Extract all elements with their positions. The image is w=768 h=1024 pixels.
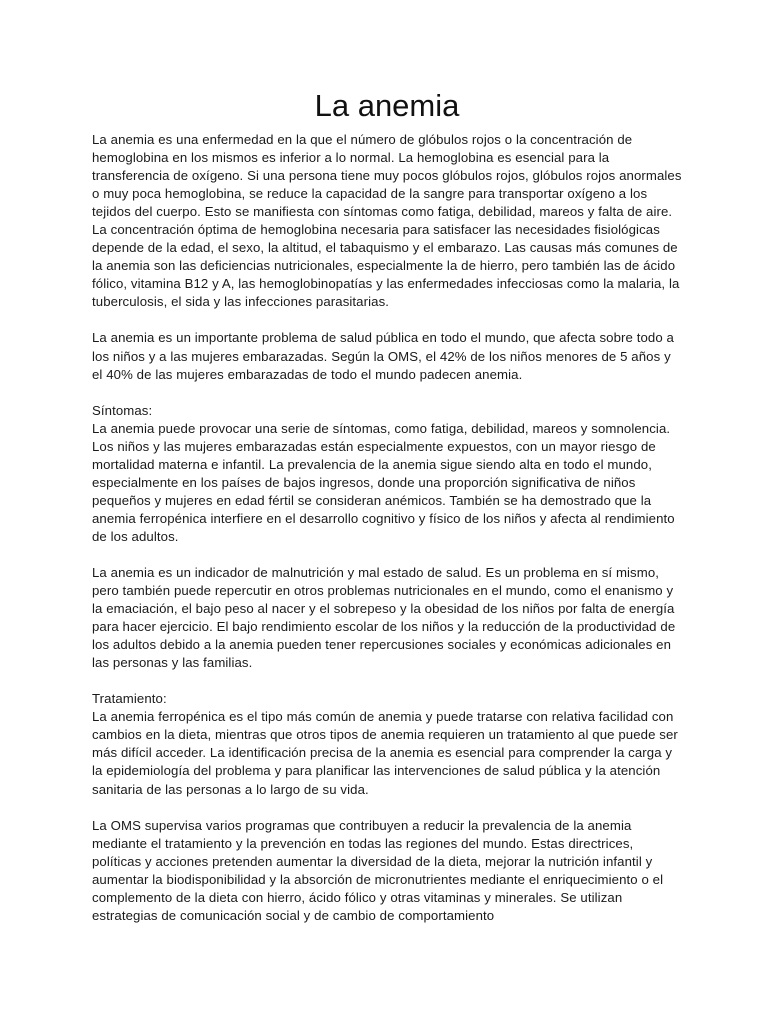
- paragraph-public-health: [92, 329, 682, 383]
- paragraph-text: La anemia es una enfermedad en la que el número de glóbulos rojos o la concentración de hemoglobina en los mismos es inferior a lo normal. La hemoglobina es esencial para la transferencia de oxígeno. Si una persona tiene muy pocos glóbulos rojos, glóbulos rojos anormales o muy poca hemoglobina, se reduce la capacidad de la sangre para transportar oxígeno a los tejidos del cuerpo. Esto se manifiesta con síntomas como fatiga, debilidad, mareos y falta de aire. La concentración óptima de hemoglobina necesaria para satisfacer las necesidades fisiológicas depende de la edad, el sexo, la altitud, el tabaquismo y el embarazo. Las causas más comunes de la anemia son las deficiencias nutricionales, especialmente la de hierro, pero también las de ácido fólico, vitamina B12 y A, las hemoglobinopatías y las enfermedades infecciosas como la malaria, la tuberculosis, el sida y las infecciones parasitarias.: [92, 132, 682, 310]
- document-title: La anemia: [314, 88, 460, 123]
- section-heading-sintomas: Síntomas:: [92, 402, 153, 418]
- paragraph-text: La anemia es un indicador de malnutrición y mal estado de salud. Es un problema en sí mismo, pero también puede repercutir en otros problemas nutricionales en el mundo, como el enanismo y la emaciación, el bajo peso al nacer y el sobrepeso y la obesidad de los niños por falta de energía para hacer ejercicio. El bajo rendimiento escolar de los niños y la reducción de la productividad de los adultos debido a la anemia pueden tener repercusiones sociales y económicas adicionales en las personas y las familias.: [92, 564, 676, 671]
- paragraph-definition: [92, 131, 682, 311]
- paragraph-text: La anemia ferropénica es el tipo más común de anemia y puede tratarse con relativa facilidad con cambios en la dieta, mientras que otros tipos de anemia requieren un tratamiento al que puede ser más difícil acceder. La identificación precisa de la anemia es esencial para comprender la carga y la epidemiología del problema y para planificar las intervenciones de salud pública y la atención sanitaria de las personas a lo largo de su vida.: [92, 709, 678, 797]
- section-sintomas: [92, 402, 682, 546]
- section-heading-tratamiento: Tratamiento:: [92, 691, 167, 707]
- section-tratamiento: [92, 690, 682, 798]
- paragraph-malnutrition: [92, 564, 682, 672]
- paragraph-oms-programs: [92, 817, 682, 925]
- paragraph-text: La OMS supervisa varios programas que contribuyen a reducir la prevalencia de la anemia mediante el tratamiento y la prevención en todas las regiones del mundo. Estas directrices, políticas y acciones pretenden aumentar la diversidad de la dieta, mejorar la nutrición infantil y aumentar la biodisponibilidad y la absorción de micronutrientes mediante el enriquecimiento o el complemento de la dieta con hierro, ácido fólico y otras vitaminas y minerales. Se utilizan estrategias de comunicación social y de cambio de comportamiento: [92, 817, 664, 923]
- paragraph-text: La anemia puede provocar una serie de síntomas, como fatiga, debilidad, mareos y somnolencia. Los niños y las mujeres embarazadas están especialmente expuestos, con un mayor riesgo de mortalidad materna e infantil. La prevalencia de la anemia sigue siendo alta en todo el mundo, especialmente en los países de bajos ingresos, donde una proporción significativa de niños pequeños y mujeres en edad fértil se consideran anémicos. También se ha demostrado que la anemia ferropénica interfiere en el desarrollo cognitivo y físico de los niños y afecta al rendimiento de los adultos.: [92, 420, 675, 544]
- paragraph-text: La anemia es un importante problema de salud pública en todo el mundo, que afecta sobre todo a los niños y a las mujeres embarazadas. Según la OMS, el 42% de los niños menores de 5 años y el 40% de las mujeres embarazadas de todo el mundo padecen anemia.: [92, 330, 674, 382]
- document-page: [92, 86, 682, 943]
